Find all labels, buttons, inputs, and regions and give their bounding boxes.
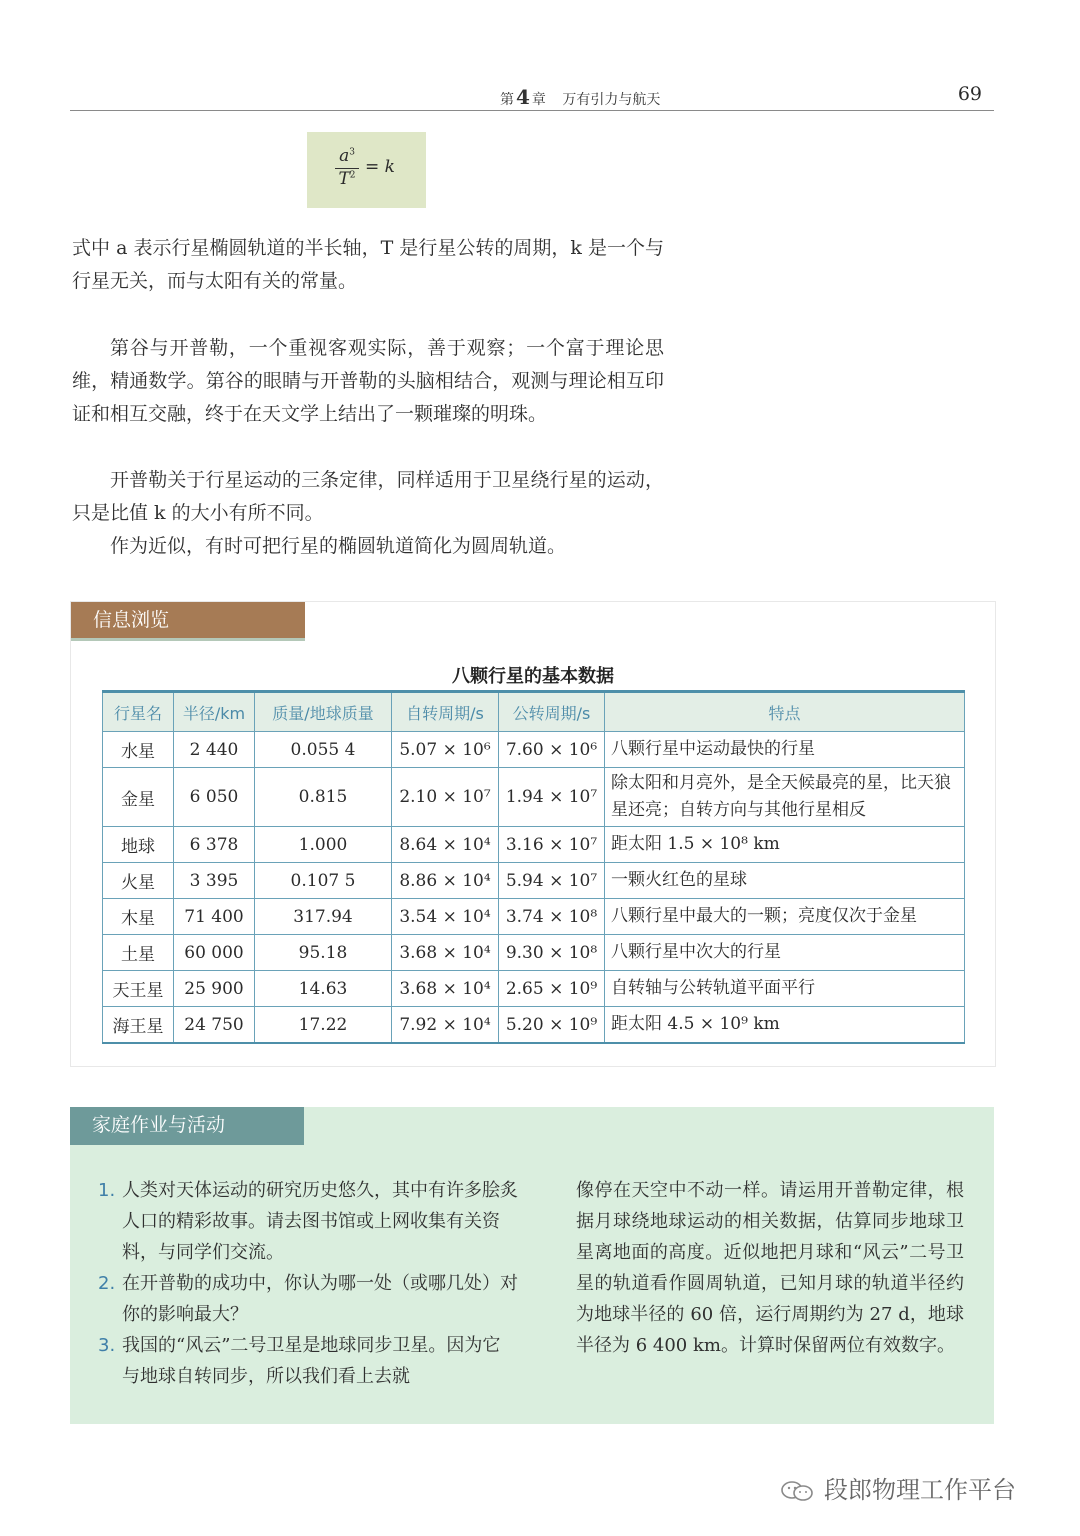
watermark: [780, 1470, 1016, 1505]
table-cell: 7.60 × 10⁶: [499, 732, 605, 768]
chapter-prefix: 第: [500, 92, 514, 108]
table-cell: 2.65 × 10⁹: [499, 971, 605, 1007]
table-cell: 3.74 × 10⁸: [499, 899, 605, 935]
table-cell: 8.64 × 10⁴: [392, 827, 499, 863]
table-cell: 3.68 × 10⁴: [392, 971, 499, 1007]
header-cell: 质量/地球质量: [255, 692, 392, 732]
header-cell: 公转周期/s: [499, 692, 605, 732]
table-cell: 3.16 × 10⁷: [499, 827, 605, 863]
table-row: [103, 1007, 965, 1044]
table-cell: 0.107 5: [255, 863, 392, 899]
info-browse-label: 信息浏览: [71, 602, 305, 640]
table-cell: 土星: [103, 935, 174, 971]
table-title: 八颗行星的基本数据: [452, 666, 614, 687]
formula-fraction: [335, 146, 359, 191]
chapter-heading: [500, 85, 660, 109]
formula-equals: =: [365, 157, 380, 177]
header-cell: 行星名: [103, 692, 174, 732]
item-number: 3.: [98, 1335, 116, 1356]
table-cell: 地球: [103, 827, 174, 863]
paragraph-tycho-kepler: 第谷与开普勒，一个重视客观实际，善于观察；一个富于理论思维，精通数学。第谷的眼睛与开普勒的头脑相结合，观测与理论相互印证和相互交融，终于在天文学上结出了一颗璀璨的明珠。: [72, 337, 664, 425]
table-cell: 9.30 × 10⁸: [499, 935, 605, 971]
watermark-text: 段郎物理工作平台: [824, 1476, 1016, 1504]
table-row: [103, 863, 965, 899]
table-cell: 6 050: [174, 768, 255, 827]
homework-section: [70, 1107, 994, 1424]
page-header: [70, 84, 994, 111]
table-cell: 5.94 × 10⁷: [499, 863, 605, 899]
table-cell: 14.63: [255, 971, 392, 1007]
table-cell: 水星: [103, 732, 174, 768]
table-row: [103, 899, 965, 935]
table-cell: 5.20 × 10⁹: [499, 1007, 605, 1044]
table-cell: 1.94 × 10⁷: [499, 768, 605, 827]
table-cell: 距太阳 4.5 × 10⁹ km: [605, 1007, 965, 1044]
formula-denominator: T: [338, 169, 350, 189]
planet-data-table: [102, 690, 965, 1044]
table-cell: 8.86 × 10⁴: [392, 863, 499, 899]
table-cell: 7.92 × 10⁴: [392, 1007, 499, 1044]
table-cell: 0.055 4: [255, 732, 392, 768]
paragraph-formula-explanation: 式中 a 表示行星椭圆轨道的半长轴，T 是行星公转的周期，k 是一个与行星无关，而与太阳有关的常量。: [72, 237, 664, 292]
table-row: [103, 768, 965, 827]
table-cell: 自转轴与公转轨道平面平行: [605, 971, 965, 1007]
homework-item-1: [98, 1175, 518, 1268]
table-header-row: [103, 692, 965, 732]
table-row: [103, 935, 965, 971]
item-number: 2.: [98, 1273, 116, 1294]
table-cell: 3.54 × 10⁴: [392, 899, 499, 935]
table-cell: 3 395: [174, 863, 255, 899]
table-cell: 2 440: [174, 732, 255, 768]
wechat-icon: [780, 1480, 814, 1502]
table-cell: 1.000: [255, 827, 392, 863]
homework-item-3: [98, 1330, 518, 1392]
header-cell: 自转周期/s: [392, 692, 499, 732]
chapter-suffix: 章: [531, 92, 546, 108]
homework-label: 家庭作业与活动: [70, 1107, 304, 1145]
item-text: 人类对天体运动的研究历史悠久，其中有许多脍炙人口的精彩故事。请去图书馆或上网收集有关资料，与同学们交流。: [122, 1180, 518, 1263]
header-cell: 半径/km: [174, 692, 255, 732]
table-cell: 95.18: [255, 935, 392, 971]
table-cell: 海王星: [103, 1007, 174, 1044]
formula-numerator: a: [339, 146, 350, 166]
table-row: [103, 971, 965, 1007]
table-cell: 17.22: [255, 1007, 392, 1044]
kepler-third-law-formula: [307, 132, 426, 208]
table-cell: 0.815: [255, 768, 392, 827]
table-row: [103, 827, 965, 863]
formula-rhs: [365, 157, 395, 177]
table-cell: 距太阳 1.5 × 10⁸ km: [605, 827, 965, 863]
table-cell: 木星: [103, 899, 174, 935]
table-row: [103, 732, 965, 768]
table-cell: 24 750: [174, 1007, 255, 1044]
item-text: 在开普勒的成功中，你认为哪一处（或哪几处）对你的影响最大？: [122, 1273, 518, 1325]
table-cell: 2.10 × 10⁷: [392, 768, 499, 827]
chapter-title: 万有引力与航天: [562, 92, 661, 108]
table-cell: 火星: [103, 863, 174, 899]
table-cell: 八颗行星中运动最快的行星: [605, 732, 965, 768]
table-cell: 金星: [103, 768, 174, 827]
info-browse-section: [70, 601, 996, 1067]
table-cell: 317.94: [255, 899, 392, 935]
table-cell: 3.68 × 10⁴: [392, 935, 499, 971]
formula-numerator-exp: 3: [349, 147, 355, 158]
paragraph-circular-approx: 作为近似，有时可把行星的椭圆轨道简化为圆周轨道。: [110, 535, 567, 557]
table-cell: 5.07 × 10⁶: [392, 732, 499, 768]
homework-item-2: [98, 1268, 518, 1330]
page-number: 69: [957, 83, 982, 105]
formula-constant: k: [384, 157, 395, 177]
table-cell: 6 378: [174, 827, 255, 863]
chapter-number: 4: [516, 85, 530, 109]
table-cell: 71 400: [174, 899, 255, 935]
table-cell: 天王星: [103, 971, 174, 1007]
table-cell: 25 900: [174, 971, 255, 1007]
table-cell: 一颗火红色的星球: [605, 863, 965, 899]
item-number: 1.: [98, 1180, 116, 1201]
label-underline: [71, 638, 305, 641]
table-cell: 八颗行星中次大的行星: [605, 935, 965, 971]
formula-denominator-exp: 2: [349, 170, 356, 181]
item-text: 我国的“风云”二号卫星是地球同步卫星。因为它与地球自转同步，所以我们看上去就: [122, 1335, 501, 1387]
header-cell: 特点: [605, 692, 965, 732]
homework-item-3-continued: 像停在天空中不动一样。请运用开普勒定律，根据月球绕地球运动的相关数据，估算同步地球卫星离地面的高度。近似地把月球和“风云”二号卫星的轨道看作圆周轨道，已知月球的轨道半径约为地球半径的 60 倍，运行周期约为 27 d，地球半径为 6 400 km。计算时保留两位有效数字。: [576, 1180, 964, 1356]
table-cell: 60 000: [174, 935, 255, 971]
table-cell: 八颗行星中最大的一颗；亮度仅次于金星: [605, 899, 965, 935]
table-cell: 除太阳和月亮外，是全天候最亮的星，比天狼星还亮；自转方向与其他行星相反: [605, 768, 965, 827]
paragraph-satellite-laws: 开普勒关于行星运动的三条定律，同样适用于卫星绕行星的运动，只是比值 k 的大小有所不同。: [72, 469, 664, 524]
